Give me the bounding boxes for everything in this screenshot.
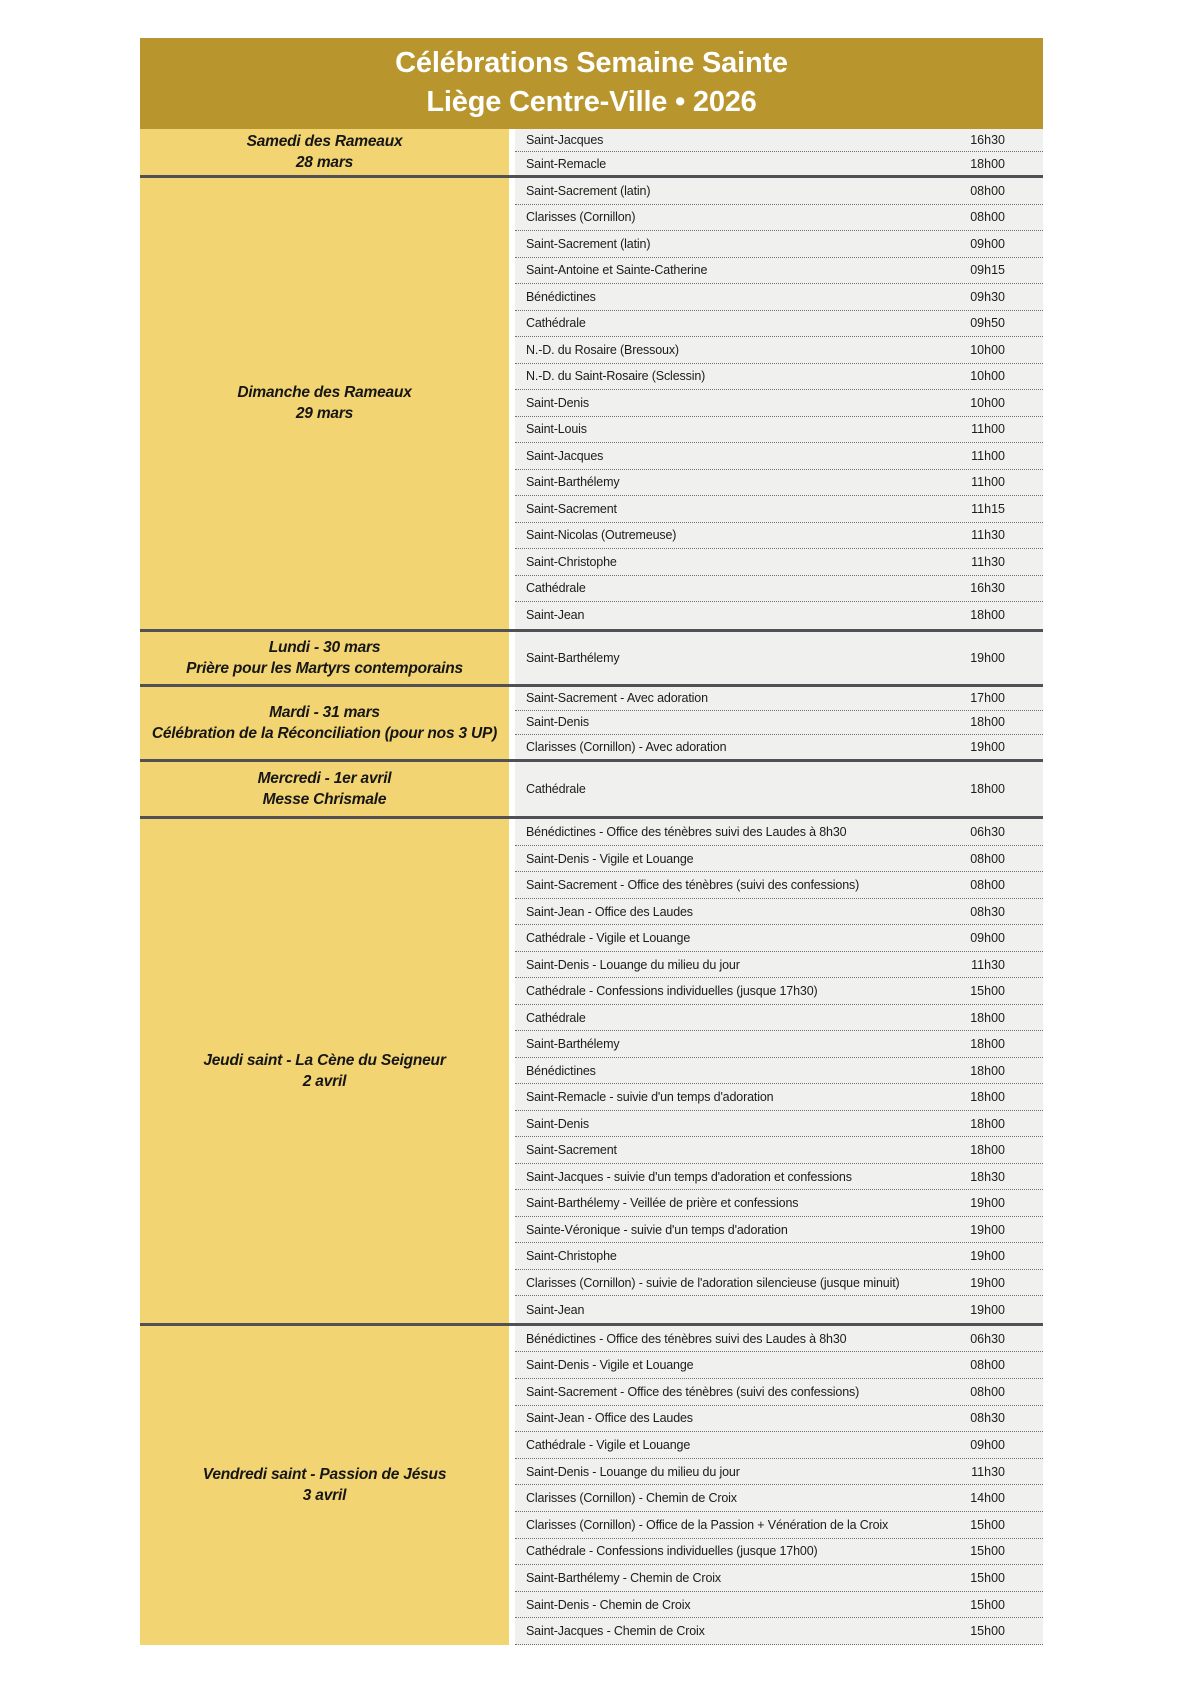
church-name: Clarisses (Cornillon) - suivie de l'adoration silencieuse (jusque minuit) [526, 1275, 900, 1290]
celebration-time: 08h00 [970, 210, 1005, 225]
church-name: Saint-Jean [526, 608, 585, 623]
church-name: Saint-Jacques - Chemin de Croix [526, 1624, 705, 1639]
celebration-row [515, 1326, 1043, 1353]
church-name: Clarisses (Cornillon) - Office de la Passion + Vénération de la Croix [526, 1517, 889, 1532]
celebration-row [515, 284, 1043, 311]
day-title: Jeudi saint - La Cène du Seigneur [203, 1052, 446, 1070]
celebration-time: 08h00 [970, 1384, 1005, 1399]
celebration-time: 11h30 [971, 1464, 1005, 1479]
celebration-time: 19h00 [970, 1302, 1005, 1317]
celebration-time: 10h00 [970, 395, 1005, 410]
celebration-row [515, 337, 1043, 364]
church-name: Cathédrale [526, 782, 586, 797]
celebration-time: 15h00 [970, 1624, 1005, 1639]
celebration-row [515, 523, 1043, 550]
celebration-row [515, 1005, 1043, 1032]
day-label-cell [140, 178, 515, 629]
church-name: Saint-Remacle [526, 156, 607, 171]
church-name: Saint-Sacrement (latin) [526, 236, 651, 251]
celebration-row [515, 129, 1043, 152]
celebration-time: 14h00 [970, 1491, 1005, 1506]
celebration-time: 16h30 [970, 581, 1005, 596]
celebration-time: 08h00 [970, 183, 1005, 198]
church-name: Saint-Denis - Vigile et Louange [526, 851, 694, 866]
church-name: Saint-Barthélemy [526, 650, 620, 665]
celebration-rows [515, 129, 1043, 175]
celebration-time: 06h30 [970, 1331, 1005, 1346]
day-label-cell [140, 632, 515, 684]
celebration-rows [515, 687, 1043, 760]
church-name: Saint-Nicolas (Outremeuse) [526, 528, 677, 543]
celebration-time: 19h00 [970, 740, 1005, 755]
celebration-time: 18h00 [970, 715, 1005, 730]
celebration-row [515, 258, 1043, 285]
celebration-time: 15h00 [970, 1544, 1005, 1559]
day-title: Vendredi saint - Passion de Jésus [202, 1466, 447, 1484]
celebration-row [515, 1058, 1043, 1085]
church-name: Saint-Denis [526, 715, 589, 730]
celebration-row [515, 1217, 1043, 1244]
day-title: Mardi - 31 mars [269, 703, 380, 721]
church-name: Saint-Remacle - suivie d'un temps d'adoration [526, 1090, 774, 1105]
day-title: Samedi des Rameaux [246, 133, 403, 150]
church-name: Saint-Denis - Chemin de Croix [526, 1597, 691, 1612]
church-name: Saint-Jacques - suivie d'un temps d'adoration et confessions [526, 1169, 852, 1184]
celebration-time: 09h15 [970, 263, 1005, 278]
day-section [140, 759, 1043, 816]
day-title: Lundi - 30 mars [268, 638, 381, 656]
document-title-line1: Célébrations Semaine Sainte [395, 47, 788, 79]
church-name: Saint-Antoine et Sainte-Catherine [526, 263, 708, 278]
church-name: Bénédictines [526, 1063, 596, 1078]
day-section [140, 629, 1043, 684]
church-name: Cathédrale - Vigile et Louange [526, 1438, 691, 1453]
celebration-row [515, 443, 1043, 470]
celebration-row [515, 1459, 1043, 1486]
church-name: Sainte-Véronique - suivie d'un temps d'adoration [526, 1222, 788, 1237]
celebration-row [515, 178, 1043, 205]
church-name: Bénédictines - Office des ténèbres suivi des Laudes à 8h30 [526, 1331, 847, 1346]
church-name: Saint-Denis - Louange du milieu du jour [526, 957, 740, 972]
celebration-row [515, 470, 1043, 497]
schedule-sections [140, 129, 1043, 1645]
church-name: Saint-Sacrement [526, 1143, 617, 1158]
celebration-time: 15h00 [970, 1597, 1005, 1612]
celebration-time: 11h30 [971, 554, 1005, 569]
celebration-row [515, 1406, 1043, 1433]
celebration-row [515, 1190, 1043, 1217]
church-name: Bénédictines - Office des ténèbres suivi des Laudes à 8h30 [526, 825, 847, 840]
celebration-row [515, 496, 1043, 523]
church-name: Saint-Christophe [526, 1249, 617, 1264]
day-label-cell [140, 819, 515, 1323]
church-name: Saint-Denis [526, 395, 589, 410]
celebration-row [515, 417, 1043, 444]
celebration-time: 18h00 [970, 1090, 1005, 1105]
celebration-time: 18h00 [970, 156, 1005, 171]
church-name: Saint-Christophe [526, 554, 617, 569]
church-name: Saint-Denis - Vigile et Louange [526, 1358, 694, 1373]
day-subtitle: 28 mars [295, 154, 354, 171]
celebration-time: 15h00 [970, 984, 1005, 999]
day-section [140, 816, 1043, 1323]
day-subtitle: Célébration de la Réconciliation (pour nos 3 UP) [151, 724, 498, 742]
celebration-row [515, 1137, 1043, 1164]
day-section [140, 684, 1043, 760]
church-name: Saint-Sacrement - Office des ténèbres (suivi des confessions) [526, 878, 860, 893]
celebration-row [515, 364, 1043, 391]
celebration-row [515, 925, 1043, 952]
celebration-row [515, 1539, 1043, 1566]
celebration-row [515, 1084, 1043, 1111]
celebration-time: 19h00 [970, 650, 1005, 665]
church-name: Saint-Jean [526, 1302, 585, 1317]
celebration-time: 08h00 [970, 851, 1005, 866]
day-label-cell [140, 129, 515, 175]
celebration-time: 10h00 [970, 369, 1005, 384]
celebration-time: 16h30 [970, 133, 1005, 147]
celebration-time: 08h00 [970, 878, 1005, 893]
celebration-row [515, 1592, 1043, 1619]
celebration-row [515, 1512, 1043, 1539]
church-name: Saint-Sacrement - Office des ténèbres (suivi des confessions) [526, 1384, 860, 1399]
day-subtitle: Messe Chrismale [262, 791, 387, 809]
day-section [140, 1323, 1043, 1645]
day-label-cell [140, 762, 515, 816]
church-name: Saint-Jean - Office des Laudes [526, 1411, 693, 1426]
church-name: Clarisses (Cornillon) - Avec adoration [526, 740, 727, 755]
church-name: Saint-Jean - Office des Laudes [526, 904, 693, 919]
document-header [140, 38, 1043, 129]
celebration-row [515, 872, 1043, 899]
day-subtitle: 3 avril [302, 1487, 347, 1505]
celebration-rows [515, 1326, 1043, 1645]
celebration-row [515, 952, 1043, 979]
church-name: Cathédrale - Confessions individuelles (jusque 17h30) [526, 984, 818, 999]
church-name: Saint-Jacques [526, 133, 604, 147]
church-name: Saint-Denis - Louange du milieu du jour [526, 1464, 740, 1479]
celebration-time: 19h00 [970, 1275, 1005, 1290]
day-subtitle: 2 avril [302, 1073, 347, 1091]
church-name: Saint-Sacrement (latin) [526, 183, 651, 198]
day-title: Mercredi - 1er avril [257, 770, 392, 788]
celebration-row [515, 1296, 1043, 1323]
celebration-row [515, 390, 1043, 417]
church-name: N.-D. du Rosaire (Bressoux) [526, 342, 679, 357]
celebration-row [515, 1432, 1043, 1459]
day-title: Dimanche des Rameaux [237, 384, 412, 402]
celebration-row [515, 205, 1043, 232]
celebration-rows [515, 819, 1043, 1323]
celebration-row [515, 1031, 1043, 1058]
church-name: Saint-Denis [526, 1116, 589, 1131]
celebration-time: 11h00 [971, 475, 1005, 490]
celebration-time: 17h00 [970, 691, 1005, 706]
celebration-row [515, 1565, 1043, 1592]
schedule-document [140, 38, 1043, 1645]
celebration-row [515, 602, 1043, 629]
church-name: Cathédrale - Confessions individuelles (jusque 17h00) [526, 1544, 818, 1559]
day-subtitle: 29 mars [295, 405, 354, 423]
celebration-time: 18h00 [970, 782, 1005, 797]
celebration-row [515, 762, 1043, 816]
day-label-cell [140, 1326, 515, 1645]
celebration-time: 11h00 [971, 448, 1005, 463]
celebration-time: 19h00 [970, 1249, 1005, 1264]
church-name: Bénédictines [526, 289, 596, 304]
church-name: Saint-Barthélemy [526, 475, 620, 490]
celebration-time: 15h00 [970, 1517, 1005, 1532]
celebration-row [515, 735, 1043, 759]
celebration-rows [515, 178, 1043, 629]
celebration-time: 09h00 [970, 931, 1005, 946]
celebration-time: 15h00 [970, 1571, 1005, 1586]
church-name: Saint-Louis [526, 422, 587, 437]
celebration-row [515, 978, 1043, 1005]
day-section [140, 129, 1043, 175]
celebration-row [515, 1164, 1043, 1191]
celebration-time: 18h00 [970, 1143, 1005, 1158]
celebration-time: 09h00 [970, 1438, 1005, 1453]
church-name: Saint-Jacques [526, 448, 604, 463]
celebration-time: 10h00 [970, 342, 1005, 357]
celebration-time: 11h30 [971, 957, 1005, 972]
church-name: Saint-Sacrement [526, 501, 617, 516]
celebration-time: 11h15 [971, 501, 1005, 516]
celebration-row [515, 632, 1043, 684]
celebration-row [515, 1485, 1043, 1512]
celebration-time: 08h00 [970, 1358, 1005, 1373]
celebration-row [515, 1352, 1043, 1379]
celebration-rows [515, 632, 1043, 684]
celebration-row [515, 576, 1043, 603]
day-section [140, 175, 1043, 629]
celebration-time: 19h00 [970, 1222, 1005, 1237]
celebration-time: 09h00 [970, 236, 1005, 251]
celebration-time: 08h30 [970, 904, 1005, 919]
celebration-time: 09h50 [970, 316, 1005, 331]
church-name: N.-D. du Saint-Rosaire (Sclessin) [526, 369, 706, 384]
document-title-line2: Liège Centre-Ville • 2026 [426, 86, 757, 118]
celebration-time: 19h00 [970, 1196, 1005, 1211]
celebration-row [515, 899, 1043, 926]
celebration-time: 18h00 [970, 608, 1005, 623]
celebration-row [515, 1618, 1043, 1645]
celebration-time: 18h30 [970, 1169, 1005, 1184]
church-name: Cathédrale [526, 1010, 586, 1025]
church-name: Cathédrale [526, 581, 586, 596]
celebration-row [515, 819, 1043, 846]
celebration-time: 11h30 [971, 528, 1005, 543]
church-name: Saint-Barthélemy [526, 1037, 620, 1052]
celebration-time: 18h00 [970, 1010, 1005, 1025]
celebration-time: 08h30 [970, 1411, 1005, 1426]
celebration-row [515, 1270, 1043, 1297]
celebration-row [515, 311, 1043, 338]
celebration-time: 11h00 [971, 422, 1005, 437]
celebration-time: 18h00 [970, 1116, 1005, 1131]
celebration-rows [515, 762, 1043, 816]
church-name: Saint-Sacrement - Avec adoration [526, 691, 708, 706]
celebration-row [515, 687, 1043, 711]
celebration-row [515, 152, 1043, 175]
celebration-time: 09h30 [970, 289, 1005, 304]
day-subtitle: Prière pour les Martyrs contemporains [186, 659, 463, 677]
celebration-row [515, 1243, 1043, 1270]
celebration-time: 18h00 [970, 1037, 1005, 1052]
celebration-row [515, 231, 1043, 258]
church-name: Clarisses (Cornillon) [526, 210, 636, 225]
celebration-row [515, 711, 1043, 735]
church-name: Cathédrale - Vigile et Louange [526, 931, 691, 946]
church-name: Saint-Barthélemy - Veillée de prière et confessions [526, 1196, 799, 1211]
church-name: Cathédrale [526, 316, 586, 331]
celebration-row [515, 1111, 1043, 1138]
church-name: Clarisses (Cornillon) - Chemin de Croix [526, 1491, 737, 1506]
celebration-row [515, 846, 1043, 873]
celebration-time: 18h00 [970, 1063, 1005, 1078]
celebration-row [515, 1379, 1043, 1406]
day-label-cell [140, 687, 515, 760]
celebration-time: 06h30 [970, 825, 1005, 840]
celebration-row [515, 549, 1043, 576]
church-name: Saint-Barthélemy - Chemin de Croix [526, 1571, 721, 1586]
